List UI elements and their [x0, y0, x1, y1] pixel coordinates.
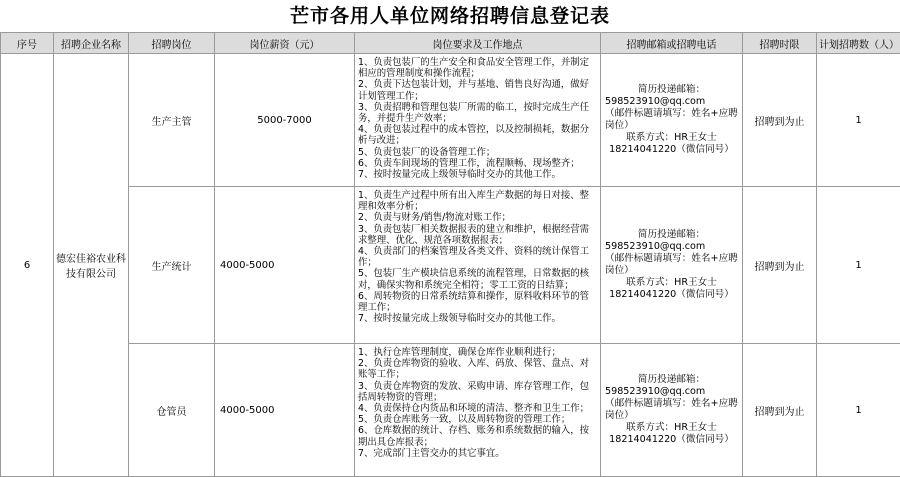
table-row [1, 54, 900, 187]
header-contact: 招聘邮箱或招聘电话 [601, 33, 743, 54]
job-position: 生产主管 [129, 54, 215, 187]
requirement-line: 2、负责下达包装计划，并与基地、销售良好沟通，做好计划管理工作； [358, 79, 589, 102]
header-requirements: 岗位要求及工作地点 [355, 33, 601, 54]
contact-email-label: 简历投递邮箱： [637, 229, 706, 240]
requirement-line: 4、负责包装过程中的成本管控，以及控制损耗，数据分析与改进； [358, 124, 589, 147]
job-count: 1 [817, 54, 900, 187]
contact-email: 598523910@qq.com （邮件标题请填写：姓名+应聘岗位） [605, 386, 738, 421]
recruitment-table [0, 32, 900, 477]
page-title: 芒市各用人单位网络招聘信息登记表 [289, 5, 610, 27]
header-company: 招聘企业名称 [54, 33, 129, 54]
contact-email: 598523910@qq.com （邮件标题请填写：姓名+应聘岗位） [605, 241, 738, 276]
job-requirements [355, 187, 601, 344]
contact-phone: 18214041220（微信同号） [609, 289, 734, 300]
header-row [1, 33, 900, 54]
header-count: 计划招聘数（人） [817, 33, 900, 54]
contact-email: 598523910@qq.com （邮件标题请填写：姓名+应聘岗位） [605, 96, 738, 131]
requirement-line: 7、完成部门主管交办的其它事宜。 [358, 447, 505, 459]
contact-email-label: 简历投递邮箱： [637, 374, 706, 385]
row-index: 6 [1, 54, 54, 477]
job-contact [601, 344, 743, 477]
requirement-line: 3、负责包装厂相关数据报表的建立和维护，根据经营需求整理、优化、规范各项数据报表； [358, 223, 589, 246]
job-contact [601, 187, 743, 344]
company-name: 德宏佳裕农业科技有限公司 [54, 54, 129, 477]
job-deadline: 招聘到为止 [743, 344, 817, 477]
header-deadline: 招聘时限 [743, 33, 817, 54]
header-position: 招聘岗位 [129, 33, 215, 54]
requirement-line: 3、负责仓库物资的发放、采购申请、库存管理工作，包括周转物资的管理； [358, 380, 589, 403]
job-position: 生产统计 [129, 187, 215, 344]
requirement-line: 5、包装厂生产模块信息系统的流程管理，日常数据的核对，确保实物和系统完全相符；零工工资的日结算； [358, 268, 589, 291]
requirement-line: 2、负责与财务/销售/物流对账工作； [358, 212, 511, 224]
contact-email-label: 简历投递邮箱： [637, 84, 706, 95]
job-count: 1 [817, 187, 900, 344]
contact-person: 联系方式：HR王女士 [626, 422, 717, 433]
requirement-line: 6、负责车间现场的管理工作，流程顺畅、现场整齐； [358, 157, 580, 169]
contact-phone: 18214041220（微信同号） [609, 434, 734, 445]
requirement-line: 6、仓库数据的统计、存档、账务和系统数据的输入，按期出具仓库报表； [358, 425, 589, 448]
job-salary: 4000-5000 [215, 187, 355, 344]
contact-person: 联系方式：HR王女士 [626, 132, 717, 143]
job-position: 仓管员 [129, 344, 215, 477]
job-salary: 4000-5000 [215, 344, 355, 477]
job-deadline: 招聘到为止 [743, 54, 817, 187]
requirement-line: 2、负责仓库物资的验收、入库、码放、保管、盘点、对账等工作； [358, 358, 589, 381]
header-index: 序号 [1, 33, 54, 54]
requirement-line: 1、执行仓库管理制度，确保仓库作业顺利进行； [358, 347, 561, 358]
table-row [1, 344, 900, 477]
requirement-line: 4、负责保持仓内货品和环境的清洁、整齐和卫生工作； [358, 403, 589, 415]
requirement-line: 7、按时按量完成上级领导临时交办的其他工作。 [358, 313, 561, 325]
job-salary: 5000-7000 [215, 54, 355, 187]
table-row [1, 187, 900, 344]
requirement-line: 1、负责生产过程中所有出入库生产数据的每日对接、整理和效率分析； [358, 190, 589, 213]
requirement-line: 1、负责包装厂的生产安全和食品安全管理工作，并制定相应的管理制度和操作流程； [358, 57, 589, 80]
job-count: 1 [817, 344, 900, 477]
contact-person: 联系方式：HR王女士 [626, 277, 717, 288]
contact-phone: 18214041220（微信同号） [609, 144, 734, 155]
requirement-line: 3、负责招聘和管理包装厂所需的临工，按时完成生产任务，并提升生产效率； [358, 101, 589, 125]
requirement-line: 7、按时按量完成上级领导临时交办的其他工作。 [358, 169, 561, 181]
requirement-line: 5、负责仓库账务一致，以及周转物资的管理工作； [358, 414, 571, 426]
requirement-line: 5、负责包装厂的设备管理工作； [358, 146, 496, 158]
header-salary: 岗位薪资（元） [215, 33, 355, 54]
requirement-line: 6、周转物资的日常系统结算和操作，原料收料环节的管理工作； [358, 290, 589, 314]
job-contact [601, 54, 743, 187]
job-requirements [355, 54, 601, 187]
job-requirements [355, 344, 601, 477]
job-deadline: 招聘到为止 [743, 187, 817, 344]
requirement-line: 4、负责部门的档案管理及各类文件、资料的统计保管工作； [358, 246, 589, 269]
